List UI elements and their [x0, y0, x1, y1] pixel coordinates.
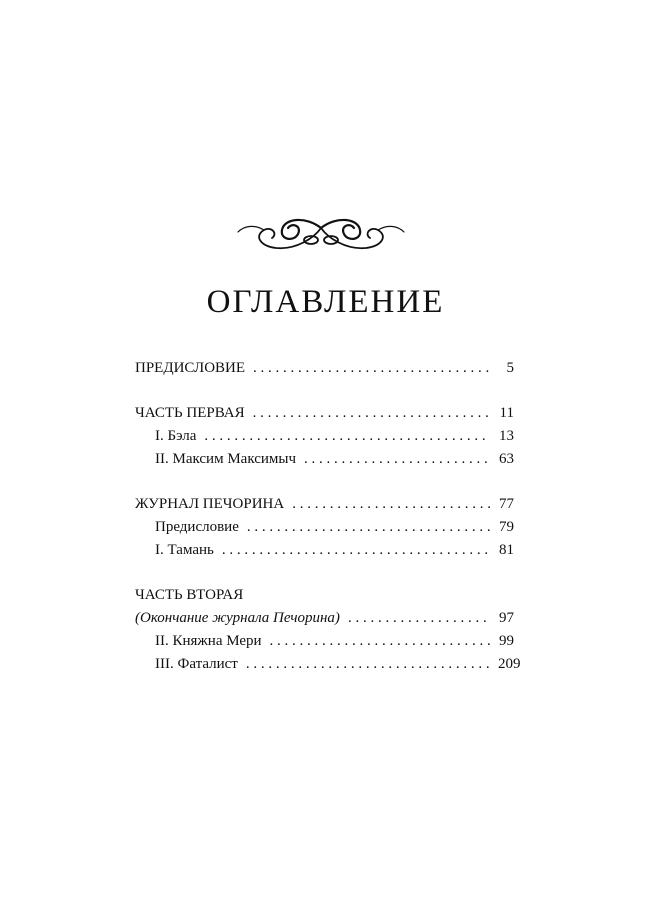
- toc-entry-label: I. Тамань: [155, 542, 214, 558]
- toc-leader-dots: [348, 610, 490, 627]
- toc-entry-page: 81: [499, 542, 514, 558]
- toc-entry[interactable]: [135, 428, 514, 451]
- toc-leader-dots: [246, 656, 490, 673]
- toc-entry[interactable]: [135, 496, 514, 519]
- toc-entry-page: 77: [499, 496, 514, 512]
- toc-entry-label: II. Максим Максимыч: [155, 451, 297, 467]
- toc-entry[interactable]: [135, 542, 514, 565]
- toc-entry[interactable]: [135, 360, 514, 383]
- toc-entry-label: ЧАСТЬ ПЕРВАЯ: [135, 405, 245, 421]
- toc-section-heading[interactable]: ЧАСТЬ ВТОРАЯ: [135, 587, 244, 603]
- toc-group-journal: [135, 496, 514, 565]
- toc-entry-page: 209: [498, 656, 521, 672]
- toc-entry[interactable]: [135, 656, 521, 679]
- toc-entry-page: 13: [499, 428, 514, 444]
- toc-entry-page: 99: [499, 633, 514, 649]
- toc-leader-dots: [292, 496, 490, 513]
- toc-entry-page: 97: [499, 610, 514, 626]
- toc-entry[interactable]: [135, 405, 514, 428]
- toc-entry-label: (Окончание журнала Печорина): [135, 610, 340, 626]
- toc-entry-label: III. Фаталист: [155, 656, 238, 672]
- toc-leader-dots: [253, 360, 490, 377]
- toc-entry-page: 63: [499, 451, 514, 467]
- toc-entry-page: 79: [499, 519, 514, 535]
- toc-leader-dots: [204, 428, 490, 445]
- toc-entry-label: ПРЕДИСЛОВИЕ: [135, 360, 246, 376]
- table-of-contents: [135, 360, 521, 701]
- toc-leader-dots: [253, 405, 490, 422]
- toc-leader-dots: [270, 633, 490, 650]
- toc-leader-dots: [304, 451, 490, 468]
- toc-group-preface: [135, 360, 514, 383]
- toc-entry-page: 5: [506, 360, 514, 376]
- flourish-ornament-icon: [236, 210, 406, 260]
- page-title: ОГЛАВЛЕНИЕ: [206, 284, 445, 320]
- toc-group-part-two: [135, 587, 521, 679]
- toc-entry-label: I. Бэла: [155, 428, 197, 444]
- toc-entry-label: Предисловие: [155, 519, 239, 535]
- toc-entry[interactable]: [135, 519, 514, 542]
- toc-entry[interactable]: [135, 451, 514, 474]
- toc-entry-label: ЖУРНАЛ ПЕЧОРИНА: [135, 496, 285, 512]
- toc-leader-dots: [222, 542, 490, 559]
- toc-entry[interactable]: [135, 610, 514, 633]
- toc-entry[interactable]: [135, 633, 514, 656]
- toc-entry-label: II. Княжна Мери: [155, 633, 262, 649]
- toc-entry-page: 11: [499, 405, 514, 421]
- toc-leader-dots: [247, 519, 490, 536]
- toc-group-part-one: [135, 405, 514, 474]
